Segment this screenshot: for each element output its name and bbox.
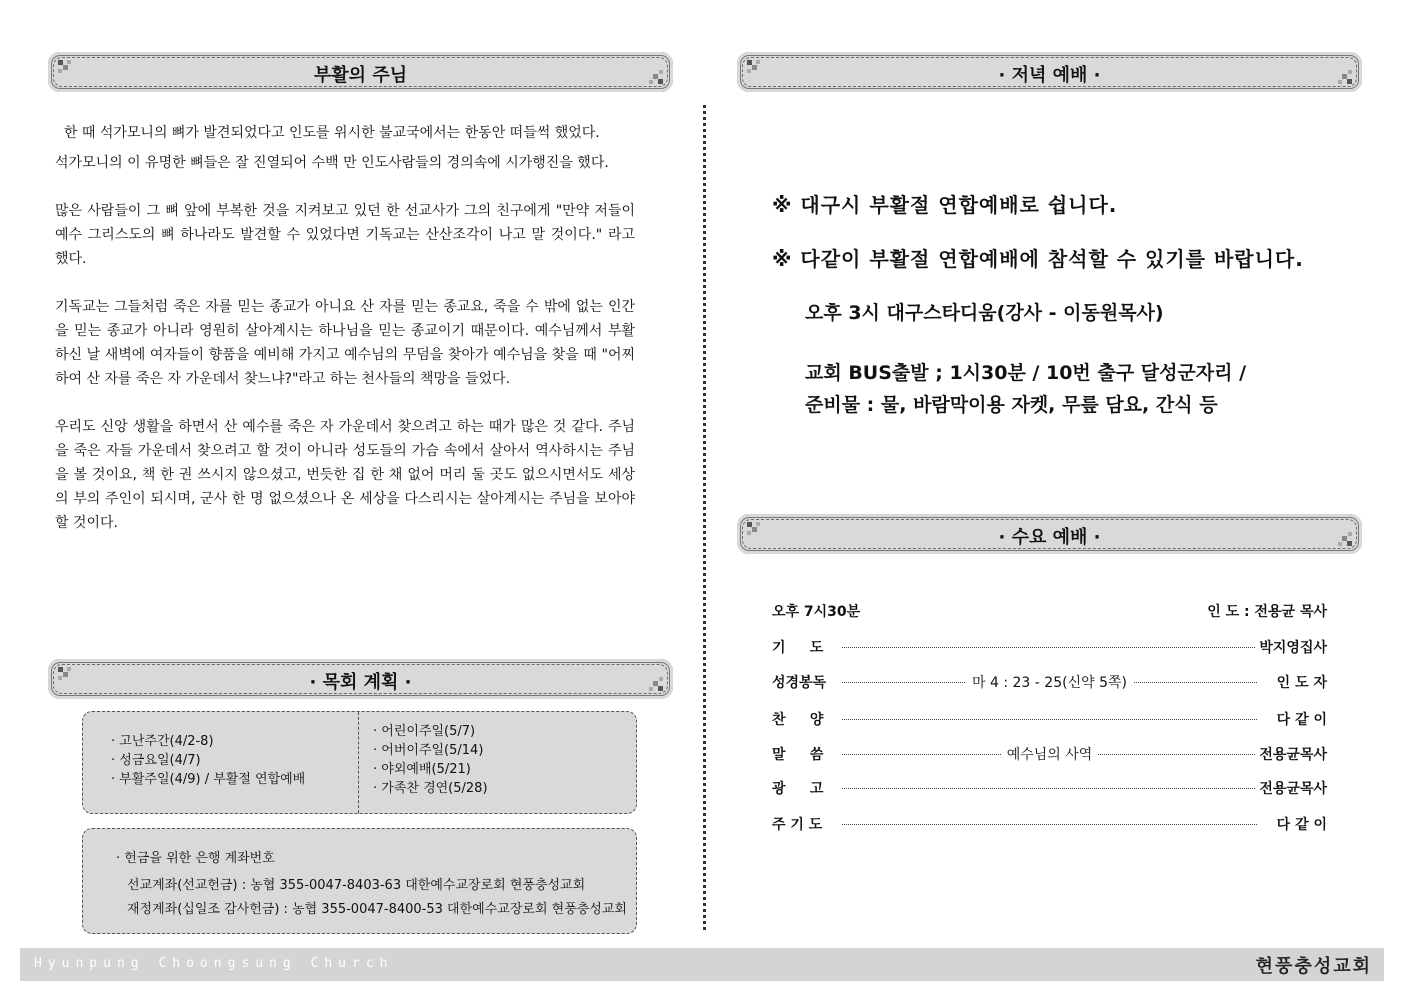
paragraph: 기독교는 그들처럼 죽은 자를 믿는 종교가 아니요 산 자를 믿는 종교요, 죽을 수 밖에 없는 인간을 믿는 종교가 아니라 영원히 살아계시는 하나님을 믿는 종교이기 때문이다. 예수님께서 부활하신 날 새벽에 여자들이 향품을 예비해 가지고 예수님의 무덤을 찾아가 예수님을 찾을 때 "어찌하여 산 자를 죽은 자 가운데서 찾느냐?"라고 하는 천사들의 책망을 들었다. [55, 299, 635, 387]
dotted-leader [842, 719, 1257, 720]
order-row [772, 778, 1327, 798]
bank-line: 재정계좌(십일조 감사헌금) : 농협 355-0047-8400-53 대한예수교장로회 현풍충성교회 [127, 902, 627, 917]
order-label: 주 기 도 [772, 814, 826, 834]
order-value: 전용균목사 [1255, 744, 1327, 764]
order-value: 전용균목사 [1255, 778, 1327, 798]
paragraph: 우리도 신앙 생활을 하면서 산 예수를 죽은 자 가운데서 찾으려고 하는 때가 많은 것 같다. 주님을 죽은 자들 가운데서 찾으려고 할 것이 아니라 성도들의 가슴 속에서 살아서 역사하시는 주님을 볼 것이요, 책 한 권 쓰시지 않으셨고, 번듯한 집 한 채 없어 머리 둘 곳도 없으시면서도 세상의 부의 주인이 되시며, 군사 한 명 없으셨으나 온 세상을 다스리시는 살아계시는 주님을 보아야 할 것이다. [55, 419, 635, 531]
order-value: 다 같 이 [1273, 814, 1327, 834]
section-title: · 목회 계획 · [309, 672, 412, 693]
order-value: 인 도 자 [1273, 672, 1327, 692]
order-row [772, 672, 1327, 692]
plan-box-divider [358, 712, 359, 813]
footer-church-korean: 현풍충성교회 [1255, 956, 1372, 977]
page-divider [703, 105, 706, 930]
paragraph: 한 때 석가모니의 뼈가 발견되었다고 인도를 위시한 불교국에서는 한동안 떠들썩 했었다. [55, 125, 600, 141]
plan-box [82, 711, 637, 814]
bank-line: 선교계좌(선교헌금) : 농협 355-0047-8403-63 대한예수교장로회 현풍충성교회 [127, 878, 586, 893]
section-title: · 저녁 예배 · [998, 65, 1101, 86]
plan-item: · 성금요일(4/7) [111, 753, 201, 768]
order-row [772, 744, 1327, 764]
order-middle [772, 672, 1327, 692]
plan-item: · 가족찬 경연(5/28) [373, 781, 488, 796]
order-value: 박지영집사 [1255, 637, 1327, 657]
order-middle [772, 744, 1327, 764]
order-row [772, 709, 1327, 729]
dotted-leader [842, 647, 1257, 648]
order-label: 찬 양 [772, 709, 827, 729]
wed-leader: 인 도 : 전용균 목사 [1207, 604, 1327, 620]
order-row [772, 814, 1327, 834]
paragraph: 많은 사람들이 그 뼈 앞에 부복한 것을 지켜보고 있던 한 선교사가 그의 친구에게 "만약 저들이 예수 그리스도의 뼈 하나라도 발견할 수 있었다면 기독교는 산산조각이 나고 말 것이다." 라고 했다. [55, 203, 635, 267]
evening-notice: ※ 대구시 부활절 연합예배로 쉽니다. [772, 193, 1118, 217]
plan-item: · 야외예배(5/21) [373, 762, 471, 777]
evening-notice: ※ 다같이 부활절 연합예배에 참석할 수 있기를 바랍니다. [772, 247, 1304, 271]
order-label: 기 도 [772, 637, 827, 657]
order-row [772, 637, 1327, 657]
order-middle-text: 예수님의 사역 [1001, 747, 1099, 763]
order-label: 성경봉독 [772, 672, 830, 692]
section-header-resurrection [48, 52, 673, 92]
section-title: · 수요 예배 · [998, 527, 1101, 548]
bank-box [82, 828, 637, 934]
order-label: 말 씀 [772, 744, 827, 764]
evening-detail: 오후 3시 대구스타디움(강사 - 이동원목사) [805, 302, 1164, 324]
plan-item: · 어린이주일(5/7) [373, 724, 476, 739]
plan-item: · 고난주간(4/2-8) [111, 734, 214, 749]
order-middle-text: 마 4 : 23 - 25(신약 5쪽) [966, 675, 1133, 691]
evening-detail: 교회 BUS출발 ; 1시30분 / 10번 출구 달성군자리 / [805, 362, 1247, 384]
section-header-wednesday [737, 514, 1362, 554]
evening-detail: 준비물 : 물, 바람막이용 자켓, 무릎 담요, 간식 등 [805, 394, 1218, 416]
paragraph: 석가모니의 이 유명한 뼈들은 잘 진열되어 수백 만 인도사람들의 경의속에 시가행진을 했다. [55, 155, 609, 171]
plan-col-right [373, 722, 488, 798]
plan-item: · 부활주일(4/9) / 부활절 연합예배 [111, 772, 306, 787]
order-label: 광 고 [772, 778, 827, 798]
wed-time: 오후 7시30분 [772, 604, 861, 620]
dotted-leader [842, 824, 1257, 825]
footer-bar [20, 948, 1384, 981]
dotted-leader [842, 788, 1257, 789]
section-header-plan [48, 659, 673, 699]
section-header-evening [737, 52, 1362, 92]
section-title: 부활의 주님 [313, 65, 408, 86]
bank-title: · 헌금을 위한 은행 계좌번호 [116, 851, 275, 866]
order-value: 다 같 이 [1273, 709, 1327, 729]
footer-church-english: Hyunpung Choongsung Church [34, 956, 394, 971]
plan-item: · 어버이주일(5/14) [373, 743, 484, 758]
plan-col-left [111, 732, 305, 789]
